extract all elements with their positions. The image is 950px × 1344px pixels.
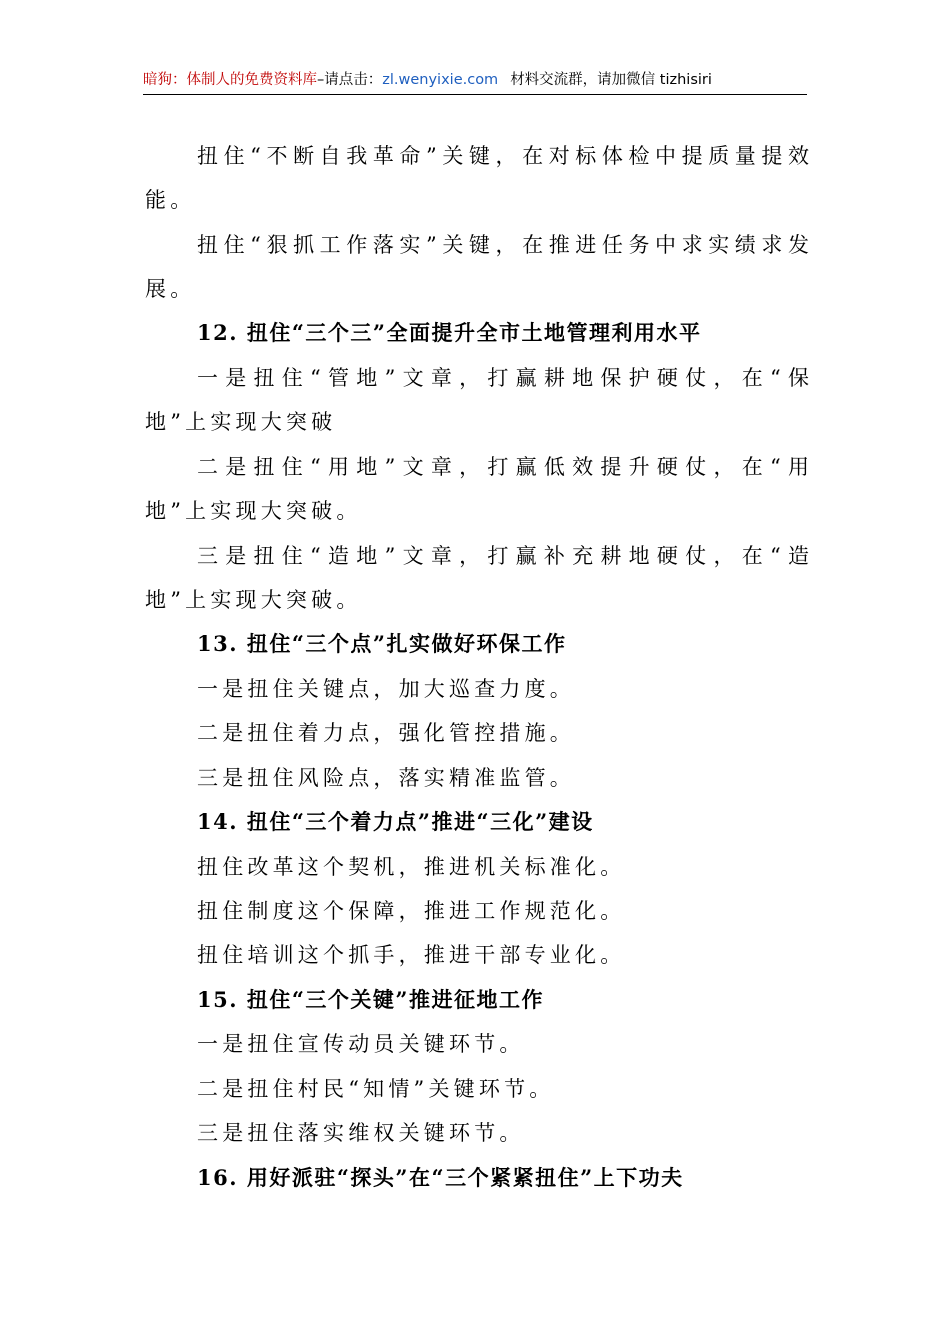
paragraph-line: 三是扭住“造地”文章，打赢补充耕地硬仗，在“造 <box>197 544 809 568</box>
paragraph-line: 扭住制度这个保障，推进工作规范化。 <box>197 899 626 923</box>
paragraph-line: 扭住“狠抓工作落实”关键，在推进任务中求实绩求发 <box>197 233 809 257</box>
paragraph-line: 三是扭住落实维权关键环节。 <box>197 1121 525 1145</box>
page-header <box>143 66 807 95</box>
header-url-link[interactable]: zl.wenyixie.com <box>382 72 499 88</box>
header-site-name: 暗狗：体制人的免费资料库 <box>143 72 317 88</box>
section-heading-13: 13. 扭住“三个点”扎实做好环保工作 <box>197 631 567 656</box>
paragraph-line: 扭住改革这个契机，推进机关标准化。 <box>197 855 626 879</box>
paragraph-line: 一是扭住宣传动员关键环节。 <box>197 1032 525 1056</box>
header-contact: 材料交流群，请加微信 tizhisiri <box>510 72 712 88</box>
paragraph-line: 地”上实现大突破 <box>145 410 337 434</box>
paragraph-line: 二是扭住“用地”文章，打赢低效提升硬仗，在“用 <box>197 455 809 479</box>
paragraph-line: 展。 <box>145 277 196 301</box>
paragraph-line: 三是扭住风险点，落实精准监管。 <box>197 766 575 790</box>
paragraph-line: 能。 <box>145 188 196 212</box>
paragraph-line: 地”上实现大突破。 <box>145 499 362 523</box>
section-heading-14: 14. 扭住“三个着力点”推进“三化”建设 <box>197 809 594 834</box>
paragraph-line: 扭住“不断自我革命”关键，在对标体检中提质量提效 <box>197 144 809 168</box>
paragraph-line: 地”上实现大突破。 <box>145 588 362 612</box>
section-heading-15: 15. 扭住“三个关键”推进征地工作 <box>197 987 545 1012</box>
paragraph-line: 二是扭住着力点，强化管控措施。 <box>197 721 575 745</box>
paragraph-line: 一是扭住“管地”文章，打赢耕地保护硬仗，在“保 <box>197 366 809 390</box>
section-heading-16: 16. 用好派驻“探头”在“三个紧紧扭住”上下功夫 <box>197 1165 684 1190</box>
paragraph-line: 二是扭住村民“知情”关键环节。 <box>197 1077 555 1101</box>
paragraph-line: 扭住培训这个抓手，推进干部专业化。 <box>197 943 626 967</box>
section-heading-12: 12. 扭住“三个三”全面提升全市土地管理利用水平 <box>197 320 702 345</box>
paragraph-line: 一是扭住关键点，加大巡查力度。 <box>197 677 575 701</box>
header-click-prompt: –请点击： <box>317 72 383 88</box>
